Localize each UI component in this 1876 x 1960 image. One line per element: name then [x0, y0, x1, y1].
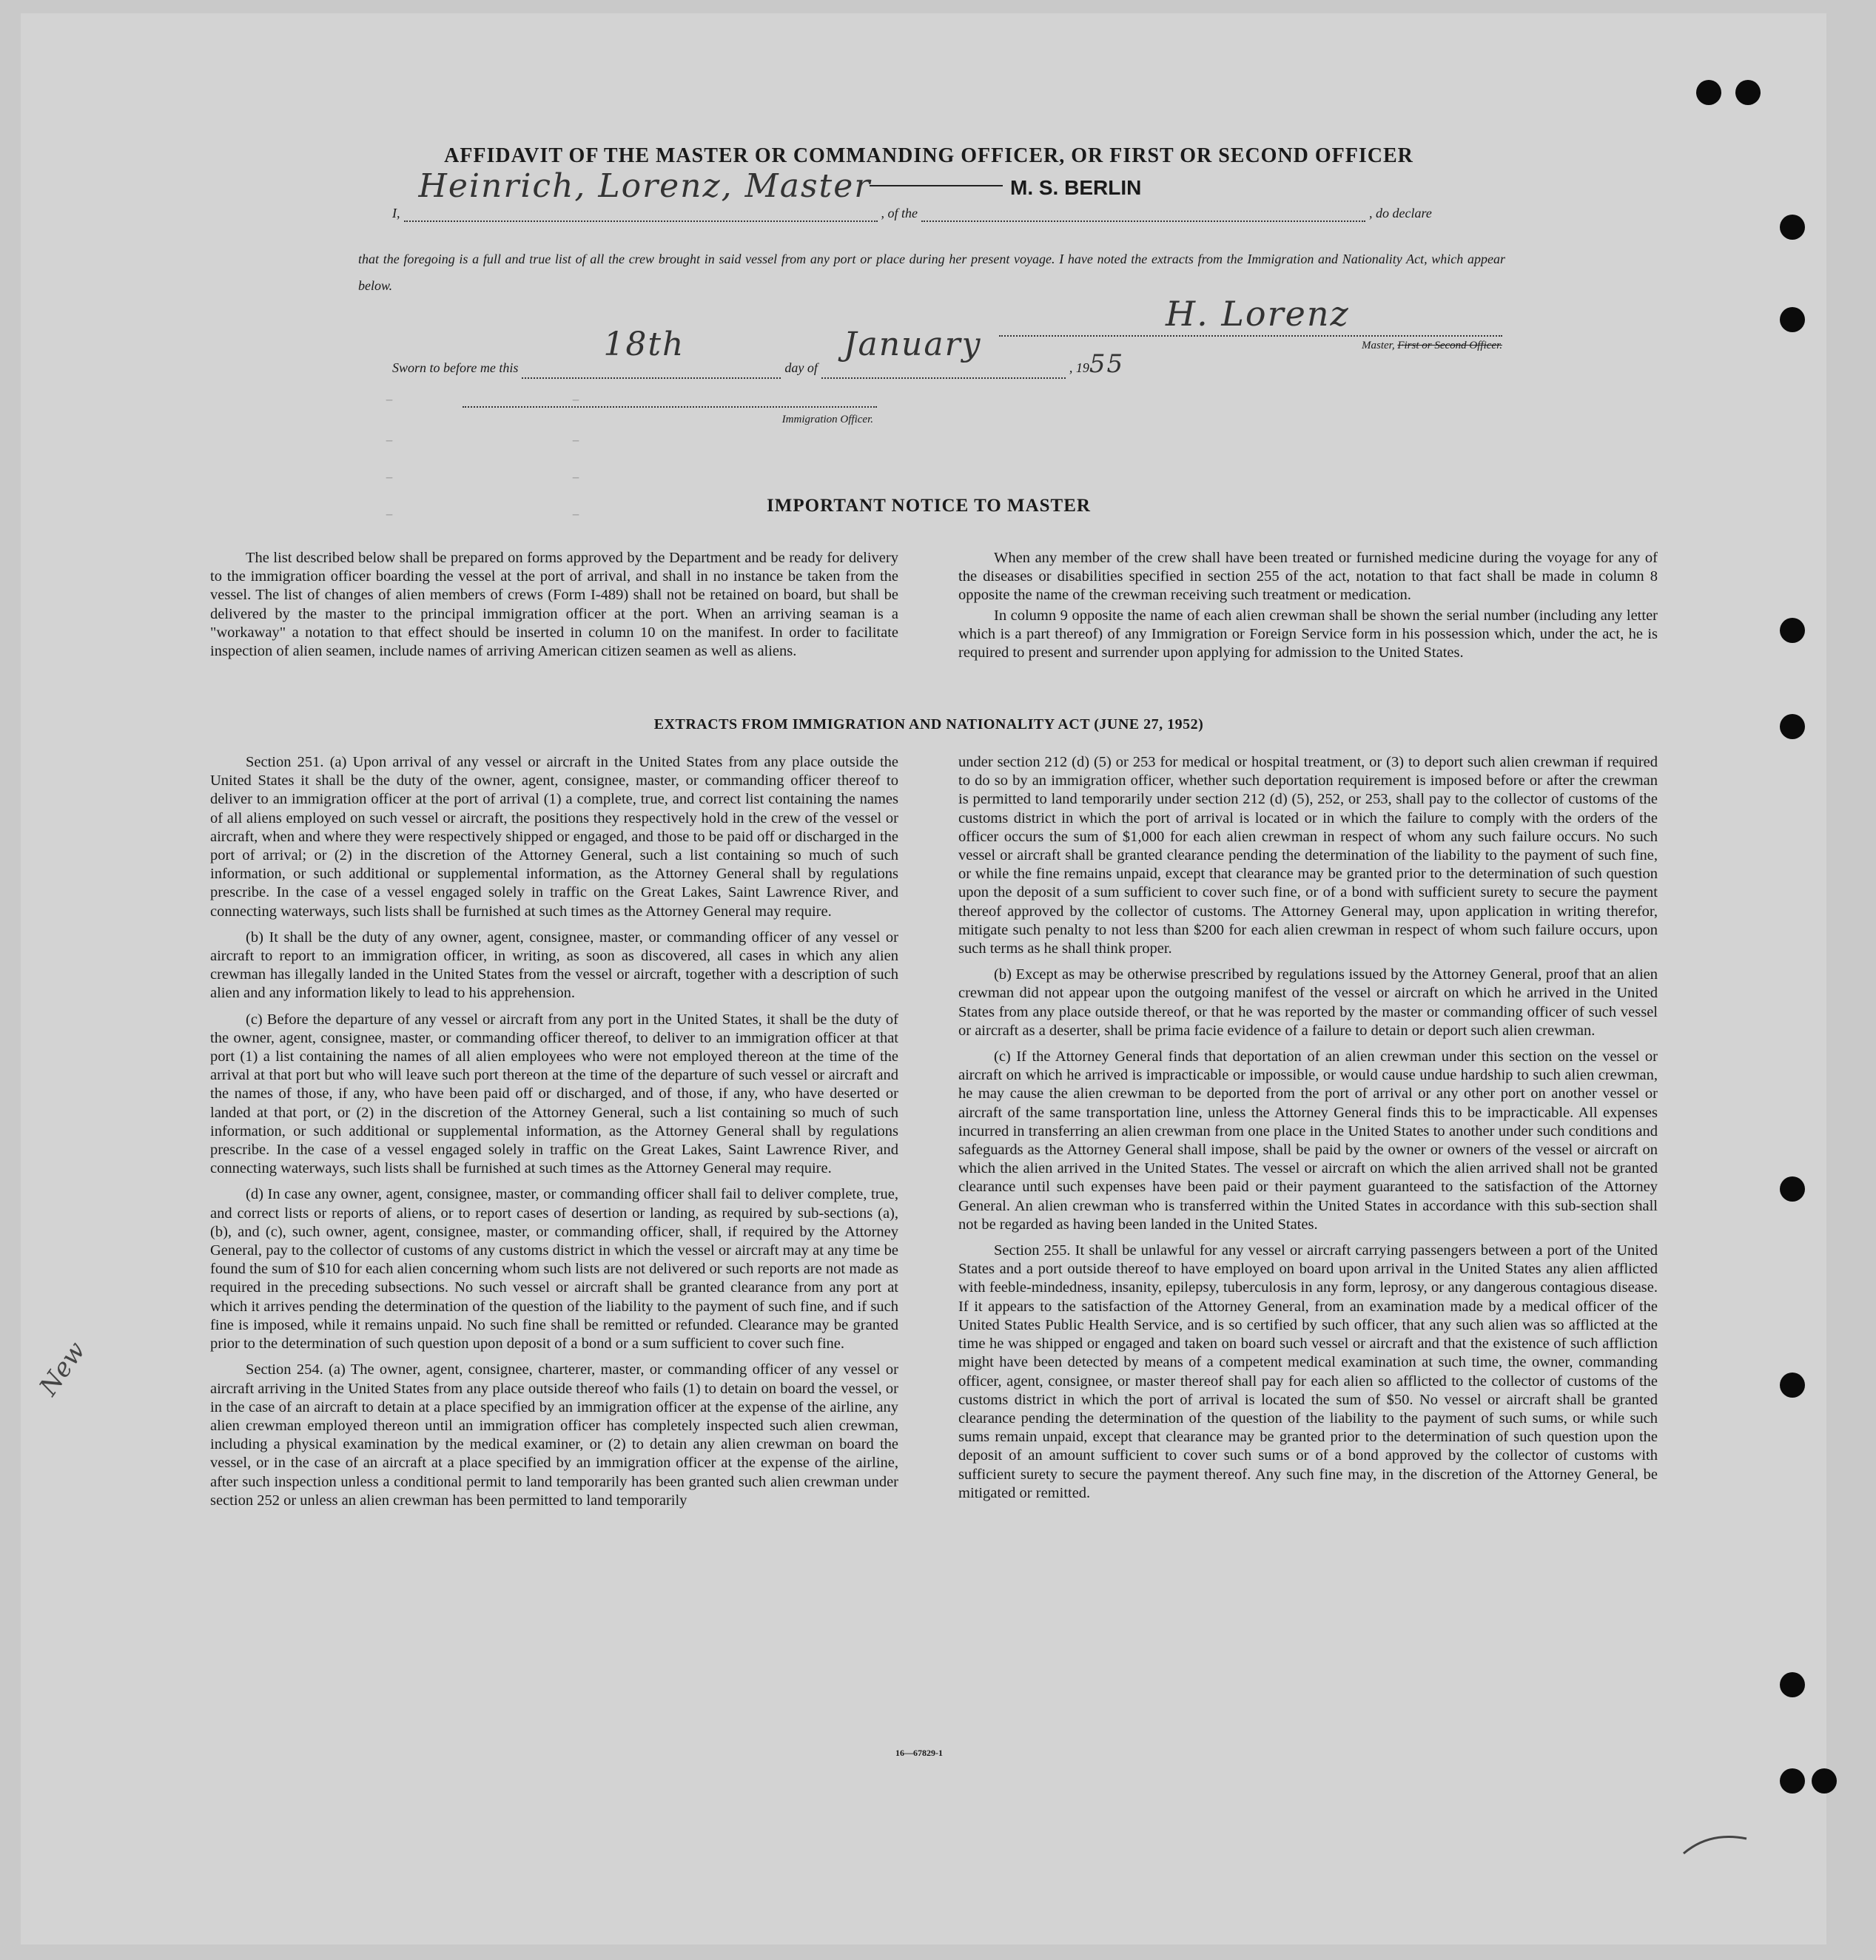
binder-hole — [1812, 1768, 1837, 1794]
immigration-officer-field — [463, 388, 877, 408]
extract-paragraph: (b) Except as may be otherwise prescribed by regulations issued by the Attorney General, proof that an alien crewman did not appear upon the outgoing manifest of the vessel or aircraft on which he arrived in the United States from any place outside thereof, or that he was reported by the master or commanding officer of such vessel or aircraft as a deserter, shall be prima facie evidence of a failure to detain or deport such alien crewman. — [958, 966, 1658, 1039]
extract-paragraph: (b) It shall be the duty of any owner, agent, consignee, master, or commanding officer of any vessel or aircraft to report to an immigration officer, in writing, as soon as discovered, all cases in which any alien crewman has illegally landed in the United States from the vessel or aircraft, together with a description of such alien and any information likely to lead to his apprehension. — [210, 929, 898, 1002]
binder-hole — [1735, 80, 1761, 105]
year-prefix: , 19 — [1069, 360, 1089, 375]
margin-scribble: New — [33, 1336, 92, 1401]
notice-paragraph: The list described below shall be prepared on forms approved by the Department and be ready for delivery to the immigration officer boarding the vessel at the port of arrival, and shall in no instance be taken from the vessel. The list of changes of alien members of crews (Form I-489) shall not be retained on board, but shall be delivered by the master to the principal immigration officer at the port. When an arriving seaman is a "workaway" a notation to that effect should be inserted in column 10 on the manifest. In order to facilitate inspection of alien seamen, include names of arriving American citizen seamen as well as aliens. — [210, 550, 898, 660]
notice-right-column — [958, 549, 1658, 670]
handwritten-signature: H. Lorenz — [1166, 294, 1350, 334]
sworn-label: Sworn to before me this — [392, 360, 519, 375]
binder-hole — [1780, 1768, 1805, 1794]
binder-hole — [1780, 1176, 1805, 1202]
extracts-heading: EXTRACTS FROM IMMIGRATION AND NATIONALITY ACT (JUNE 27, 1952) — [653, 716, 1204, 733]
form-number: 16—67829-1 — [895, 1748, 943, 1758]
extract-paragraph: (c) If the Attorney General finds that deportation of an alien crewman under this section on the vessel or aircraft on which he arrived is impracticable or impossible, or would cause undue hardship to such alien crewman, he may cause the alien crewman to be deported from the port of arrival or any other port on another vessel or aircraft of the same transportation line, unless the Attorney General finds this to be impracticable. All expenses incurred in transferring an alien crewman from one place in the United States to another under such conditions and safeguards as the Attorney General shall impose, shall be paid by the owner or owners of the vessel or aircraft on which the alien arrived in the United States. The vessel or aircraft on which the alien arrived shall not be granted clearance until such expenses have been paid or their payment guaranteed to the satisfaction of the Attorney General. An alien crewman who is transferred within the United States in accordance with this sub-section shall not be regarded as having been landed in the United States. — [958, 1048, 1658, 1233]
vessel-name: M. S. BERLIN — [1010, 176, 1142, 199]
sworn-day-field — [522, 326, 781, 379]
sworn-line — [392, 326, 1317, 379]
bleed-through-text: – – — [385, 392, 581, 409]
extract-paragraph: Section 254. (a) The owner, agent, consignee, charterer, master, or commanding officer of any vessel or aircraft arriving in the United States from any place outside thereof who fails (1) to detain on board the vessel, or in the case of an aircraft to detain at a place specified by an immigration officer at the expense of the airline, any alien crewman employed thereon until an immigration officer has completely inspected such alien crewman, including a physical examination by the medical examiner, or (2) to detain any alien crewman on board the vessel, or in the case of an aircraft at a place specified by an immigration officer at the expense of the airline, after such inspection unless a conditional permit to land temporarily has been granted such alien crewman under section 252 or unless an alien crewman has been permitted to land temporarily — [210, 1361, 898, 1509]
binder-hole — [1780, 1373, 1805, 1398]
notice-left-column — [210, 549, 898, 668]
immigration-officer-block — [463, 388, 877, 426]
of-the-label: , of the — [881, 206, 918, 220]
binder-hole — [1780, 618, 1805, 643]
notice-paragraph: When any member of the crew shall have been treated or furnished medicine during the voyage for any of the diseases or disabilities specified in section 255 of the act, notation to that fact shall be made in column 8 opposite the name of the crewman receiving such treatment or medication. — [958, 550, 1658, 604]
day-of-label: day of — [784, 360, 818, 375]
binder-hole — [1696, 80, 1721, 105]
bleed-through-text: – – — [385, 433, 581, 450]
handwritten-year: 55 — [1089, 349, 1125, 379]
underline-rule — [870, 185, 1003, 186]
declarant-prefix: I, — [392, 206, 400, 220]
margin-arc — [1680, 1828, 1754, 1872]
extracts-left-column — [210, 753, 898, 1518]
affidavit-title: AFFIDAVIT OF THE MASTER OR COMMANDING OFFICER, OR FIRST OR SECOND OFFICER — [444, 144, 1413, 167]
declaration-line — [392, 167, 1502, 222]
extract-paragraph: (d) In case any owner, agent, consignee, master, or commanding officer shall fail to deliver complete, true, and correct lists or reports of aliens, or to report cases of desertion or landing, as required by sub-sections (a), (b), and (c), such owner, agent, consignee, master, or commanding officer, shall, if required by the Attorney General, pay to the collector of customs of any customs district in which the vessel or aircraft may at any time be found the sum of $10 for each alien concerning whom such lists are not delivered or such reports are not made as required in the preceding subsections. No such vessel or aircraft shall be granted clearance from any port at which it arrives pending the determination of the question of the liability to the payment of such fine, and if such fine is imposed, while it remains unpaid. No such fine shall be remitted or refunded. Clearance may be granted prior to the determination of such question upon deposit of a bond or a sum sufficient to cover such fine. — [210, 1186, 898, 1353]
bleed-through-text: – – — [385, 507, 581, 524]
handwritten-month: January — [843, 326, 982, 363]
master-title-caption: Master, First or Second Officer. — [1362, 340, 1502, 351]
master-signature-field — [999, 294, 1502, 337]
extract-paragraph: Section 255. It shall be unlawful for any vessel or aircraft carrying passengers between a port of the United States and a port outside thereof to have employed on board upon arrival in the United States any alien afflicted with feeble-mindedness, insanity, epilepsy, tuberculosis in any form, leprosy, or any dangerous contagious disease. If it appears to the satisfaction of the Attorney General, from an examination made by a medical officer of the United States Public Health Service, and is so certified by such officer, that any such alien was so afflicted at the time he was shipped or engaged and taken on board such vessel or aircraft and that the existence of such affliction might have been detected by means of a competent medical examination at such time, the owner, commanding officer, agent, consignee, or master thereof shall pay for each alien so afflicted to the collector of customs of the customs district in which the port of arrival is located the sum of $50. No vessel or aircraft shall be granted clearance pending the determination of the question of the liability to the payment of such sums, or while such sums remain unpaid, except that clearance may be granted prior to the determination of such question upon the deposit of an amount sufficient to cover such sums or of a bond approved by the collector of customs with sufficient surety to secure the payment thereof. Any such fine may, in the discretion of the Attorney General, be mitigated or remitted. — [958, 1242, 1658, 1501]
immigration-officer-caption: Immigration Officer. — [781, 414, 873, 425]
do-declare-label: , do declare — [1369, 206, 1432, 220]
binder-hole — [1780, 1672, 1805, 1697]
binder-hole — [1780, 215, 1805, 240]
handwritten-day: 18th — [603, 326, 685, 363]
notice-heading: IMPORTANT NOTICE TO MASTER — [767, 496, 1091, 516]
extract-paragraph: (c) Before the departure of any vessel or aircraft from any port in the United States, it shall be the duty of the owner, agent, consignee, master, or commanding officer thereof, to deliver to an immigration officer at that port (1) a list containing the names of all alien employees who were not employed thereon at the time of the arrival at that port but who will leave such port thereon at the time of the departure of such vessel or aircraft and the names of those, if any, who have been paid off or discharged, and of those, if any, who have deserted or landed at that port, or (2) in the discretion of the Attorney General, such a list containing so much of such information, or such additional or supplemental information, as the Attorney General shall by regulations prescribe. In the case of a vessel engaged solely in traffic on the Great Lakes, Saint Lawrence River, and connecting waterways, such lists shall be furnished at such times as the Attorney General may require. — [210, 1011, 898, 1177]
sworn-month-field — [821, 326, 1066, 379]
extract-paragraph: Section 251. (a) Upon arrival of any vessel or aircraft in the United States from any place outside the United States it shall be the duty of the owner, agent, consignee, master, or commanding officer thereof to deliver to an immigration officer at the port of arrival (1) a complete, true, and correct list containing the names of all aliens employed on such vessel or aircraft, the positions they respectively hold in the crew of the vessel or aircraft, when and where they were respectively shipped or engaged, and those to be paid off or discharged in the port of arrival; or (2) in the discretion of the Attorney General, such a list containing so much of such information, or such additional or supplemental information, as the Attorney General shall by regulations prescribe. In the case of a vessel engaged solely in traffic on the Great Lakes, Saint Lawrence River, and connecting waterways, such lists shall be furnished at such times as the Attorney General may require. — [210, 754, 898, 920]
extract-paragraph: under section 212 (d) (5) or 253 for medical or hospital treatment, or (3) to deport such alien crewman if required to do so by an immigration officer, whether such deportation requirement is imposed before or after the crewman is permitted to land temporarily under section 212 (d) (5), 252, or 253, shall pay to the collector of customs of the customs district in which the port of arrival is located or in which the failure to comply with the orders of the officer occurs the sum of $1,000 for each alien crewman in respect of whom any such failure occurs. No such vessel or aircraft shall be granted clearance pending the determination of the liability to the payment of such fine, or while the fine remains unpaid, except that clearance may be granted prior to the determination of such question upon the deposit of a sum sufficient to cover such fine, or of a bond with sufficient surety to secure the payment thereof approved by the collector of customs. The Attorney General may, upon application in writing therefor, mitigate such penalty to not less than $200 for each alien crewman in respect of whom such failure occurs, upon such terms as he shall think proper. — [958, 754, 1658, 957]
master-name-field — [404, 167, 878, 222]
extracts-right-column — [958, 753, 1658, 1510]
bleed-through-text: – – — [385, 470, 581, 487]
binder-hole — [1780, 307, 1805, 332]
notice-paragraph: In column 9 opposite the name of each alien crewman shall be shown the serial number (including any letter which is a part thereof) of any Immigration or Foreign Service form in his possession which, under the act, he is required to present and surrender upon applying for admission to the United States. — [958, 607, 1658, 661]
declaration-text: that the foregoing is a full and true list of all the crew brought in said vessel from any port or place during her present voyage. I have noted the extracts from the Immigration and Nationality Act, which appear below. — [358, 252, 1505, 293]
master-signature-block — [999, 294, 1502, 352]
vessel-name-field — [921, 176, 1365, 222]
handwritten-master-name: Heinrich, Lorenz, Master — [418, 167, 872, 205]
